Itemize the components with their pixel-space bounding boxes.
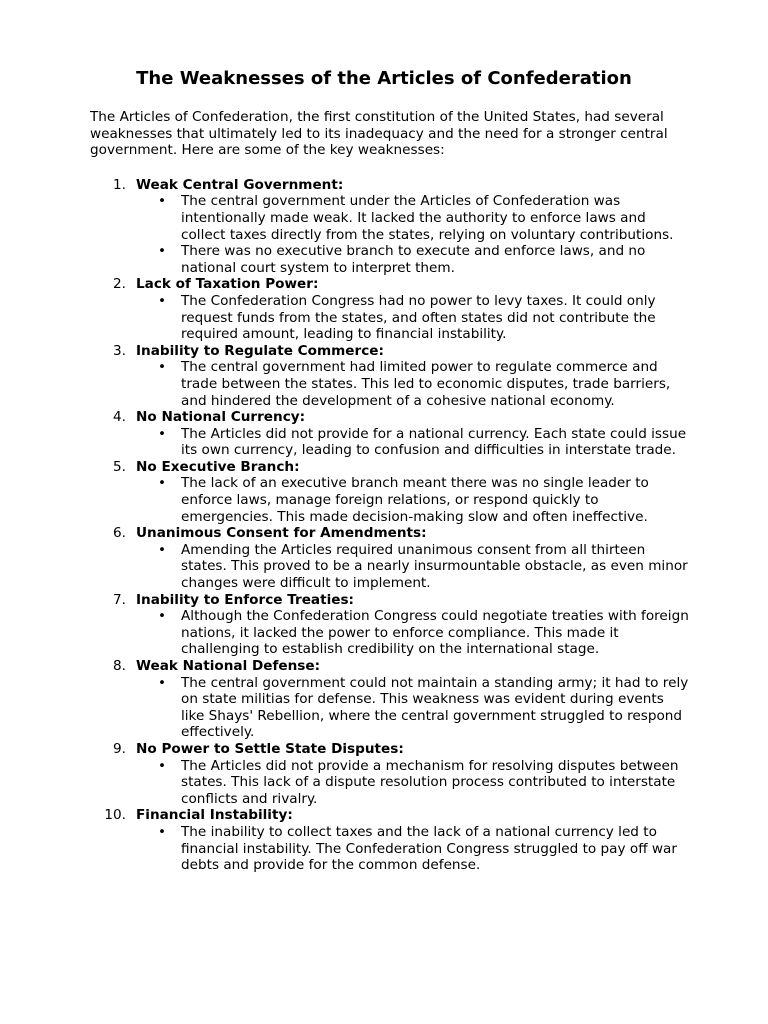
weakness-heading: No Executive Branch:: [136, 458, 300, 475]
weakness-detail-text: The Confederation Congress had no power to levy taxes. It could only request funds from the states, and often states did not contribute the required amount, leading to financial instability.: [181, 292, 656, 343]
intro-paragraph: The Articles of Confederation, the first constitution of the United States, had several weaknesses that ultimately led to its inadequacy and the need for a stronger central government. Here are some of the key weaknesses:: [90, 109, 668, 159]
weakness-detail-text: The central government could not maintain a standing army; it had to rely on state militias for defense. This weakness was evident during events like Shays' Rebellion, where the central government struggled to respond effectively.: [181, 674, 689, 741]
weakness-details: [136, 359, 690, 409]
bullet-icon: •: [158, 757, 167, 774]
weakness-item: [90, 807, 690, 873]
weakness-detail: [136, 293, 690, 343]
weakness-list: [90, 177, 690, 874]
weakness-detail: [136, 475, 690, 525]
weakness-details: [136, 193, 690, 276]
weakness-details: [136, 426, 690, 459]
weakness-details: [136, 824, 690, 874]
weakness-heading: Unanimous Consent for Amendments:: [136, 525, 427, 542]
bullet-icon: •: [158, 193, 167, 210]
weakness-detail-text: The central government had limited power to regulate commerce and trade between the states. This led to economic disputes, trade barriers, and hindered the development of a cohesive national economy.: [181, 359, 671, 409]
weakness-number: 9.: [113, 740, 126, 757]
weakness-item: [90, 343, 690, 409]
weakness-details: [136, 293, 690, 343]
weakness-item: [90, 592, 690, 658]
weakness-detail: [136, 193, 690, 243]
weakness-number: 5.: [113, 458, 126, 475]
bullet-icon: •: [158, 608, 167, 625]
bullet-icon: •: [158, 823, 167, 840]
weakness-detail: [136, 426, 690, 459]
weakness-detail-text: The Articles did not provide a mechanism for resolving disputes between states. This lack of a dispute resolution process contributed to interstate conflicts and rivalry.: [181, 757, 679, 807]
bullet-icon: •: [158, 425, 167, 442]
weakness-detail: [136, 758, 690, 808]
weakness-number: 1.: [113, 176, 126, 193]
weakness-details: [136, 542, 690, 592]
weakness-number: 7.: [113, 591, 126, 608]
bullet-icon: •: [158, 541, 167, 558]
weakness-item: [90, 741, 690, 807]
weakness-item: [90, 658, 690, 741]
weakness-detail-text: There was no executive branch to execute and enforce laws, and no national court system to interpret them.: [181, 243, 646, 276]
weakness-heading: Inability to Regulate Commerce:: [136, 342, 384, 359]
weakness-detail: [136, 542, 690, 592]
weakness-heading: Lack of Taxation Power:: [136, 276, 319, 293]
weakness-detail-text: The inability to collect taxes and the lack of a national currency led to financial instability. The Confederation Congress struggled to pay off war debts and provide for the common defense.: [181, 823, 677, 874]
weakness-detail: [136, 675, 690, 741]
weakness-detail-text: The Articles did not provide for a national currency. Each state could issue its own currency, leading to confusion and difficulties in interstate trade.: [181, 425, 687, 459]
weakness-item: [90, 177, 690, 277]
weakness-number: 10.: [104, 807, 126, 824]
weakness-detail-text: Amending the Articles required unanimous consent from all thirteen states. This proved to be a nearly insurmountable obstacle, as even minor changes were difficult to implement.: [181, 541, 688, 592]
weakness-detail-text: Although the Confederation Congress could negotiate treaties with foreign nations, it lacked the power to enforce compliance. This made it challenging to establish credibility on the international stage.: [181, 608, 689, 658]
weakness-detail-text: The central government under the Articles of Confederation was intentionally made weak. It lacked the authority to enforce laws and collect taxes directly from the states, relying on voluntary contributions.: [181, 193, 674, 243]
bullet-icon: •: [158, 674, 167, 691]
document-page: [90, 66, 690, 874]
weakness-detail: [136, 824, 690, 874]
weakness-details: [136, 475, 690, 525]
weakness-item: [90, 525, 690, 591]
weakness-number: 4.: [113, 409, 126, 426]
weakness-heading: No National Currency:: [136, 409, 306, 426]
document-title: The Weaknesses of the Articles of Confederation: [136, 68, 632, 89]
weakness-detail-text: The lack of an executive branch meant there was no single leader to enforce laws, manage foreign relations, or respond quickly to emergencies. This made decision-making slow and often ineffective.: [181, 475, 649, 525]
weakness-detail: [136, 359, 690, 409]
weakness-heading: Weak National Defense:: [136, 658, 321, 674]
weakness-item: [90, 459, 690, 525]
bullet-icon: •: [158, 243, 167, 260]
weakness-item: [90, 276, 690, 342]
weakness-detail: [136, 608, 690, 658]
weakness-details: [136, 608, 690, 658]
weakness-number: 8.: [113, 658, 126, 674]
bullet-icon: •: [158, 475, 167, 492]
weakness-heading: Inability to Enforce Treaties:: [136, 591, 354, 608]
weakness-heading: Weak Central Government:: [136, 176, 344, 193]
weakness-heading: Financial Instability:: [136, 807, 293, 824]
weakness-number: 6.: [113, 525, 126, 542]
weakness-item: [90, 409, 690, 459]
bullet-icon: •: [158, 359, 167, 376]
weakness-detail: [136, 243, 690, 276]
weakness-number: 3.: [113, 342, 126, 359]
weakness-details: [136, 675, 690, 741]
bullet-icon: •: [158, 292, 167, 309]
weakness-details: [136, 758, 690, 808]
weakness-number: 2.: [113, 276, 126, 293]
weakness-heading: No Power to Settle State Disputes:: [136, 740, 404, 757]
